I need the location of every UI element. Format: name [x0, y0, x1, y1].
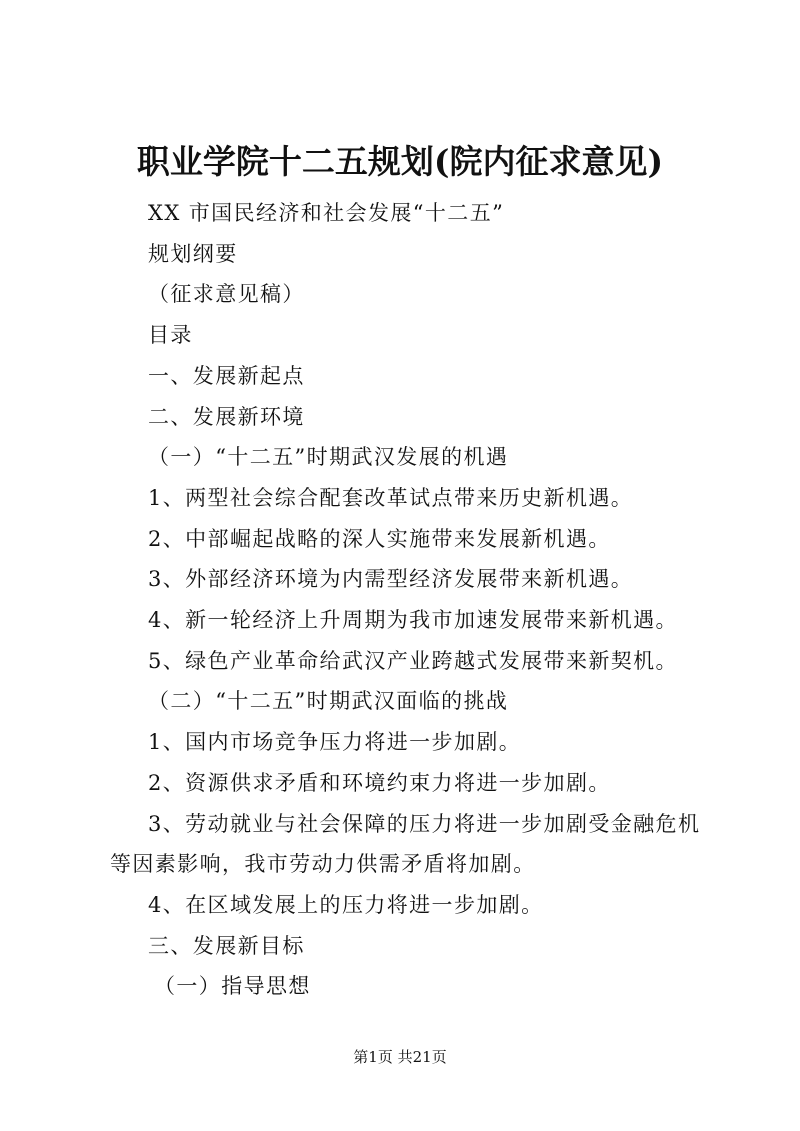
body-paragraph: 3、劳动就业与社会保障的压力将进一步加剧受金融危机等因素影响，我市劳动力供需矛盾将加剧。 [110, 811, 701, 877]
toc-item: 1、国内市场竞争压力将进一步加剧。 [148, 730, 522, 755]
toc-item: 5、绿色产业革命给武汉产业跨越式发展带来新契机。 [148, 648, 678, 673]
toc-item: 二、发展新环境 [148, 404, 305, 429]
toc-item: 1、两型社会综合配套改革试点带来历史新机遇。 [148, 485, 634, 510]
toc-subheading: （二）“十二五”时期武汉面临的挑战 [148, 689, 509, 714]
toc-subheading: （一）“十二五”时期武汉发展的机遇 [148, 445, 509, 470]
toc-item: 三、发展新目标 [148, 933, 305, 958]
toc-item: 3、外部经济环境为内需型经济发展带来新机遇。 [148, 567, 634, 592]
body-line: （征求意见稿） [148, 282, 305, 307]
toc-item: 一、发展新起点 [148, 363, 305, 388]
document-body [110, 193, 710, 1007]
toc-item: 4、在区域发展上的压力将进一步加剧。 [148, 892, 544, 917]
body-line: 规划纲要 [148, 241, 238, 266]
document-title: 职业学院十二五规划(院内征求意见) [136, 142, 664, 181]
toc-heading: 目录 [148, 323, 193, 348]
toc-item: 4、新一轮经济上升周期为我市加速发展带来新机遇。 [148, 608, 678, 633]
body-line: XX 市国民经济和社会发展“十二五” [148, 201, 505, 225]
toc-item: 2、中部崛起战略的深人实施带来发展新机遇。 [148, 526, 611, 551]
toc-item: 2、资源供求矛盾和环境约束力将进一步加剧。 [148, 770, 611, 795]
toc-subheading: （一）指导思想 [154, 974, 311, 999]
page-footer: 第1页 共21页 [353, 1048, 447, 1066]
